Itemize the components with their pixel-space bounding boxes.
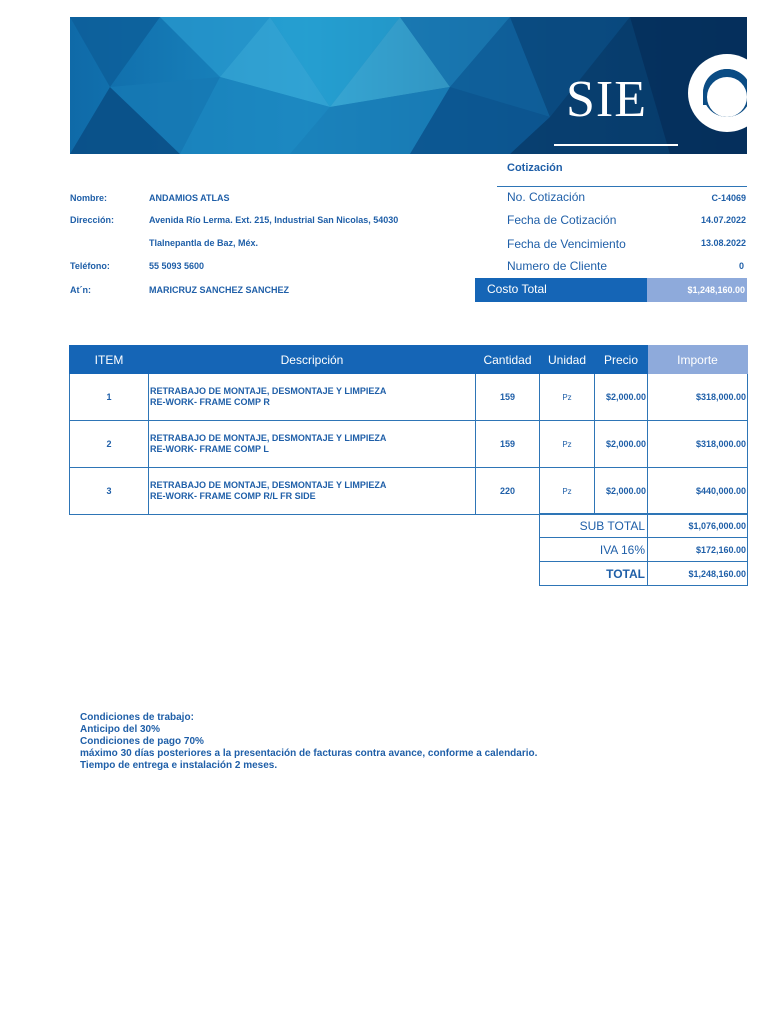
total-value: $1,248,160.00 xyxy=(648,562,748,586)
at-sign-logo-icon xyxy=(677,53,747,133)
conditions-line: Tiempo de entrega e instalación 2 meses. xyxy=(80,760,278,771)
conditions-line: Condiciones de pago 70% xyxy=(80,736,204,747)
quote-title: Cotización xyxy=(507,162,563,174)
cell-unit: Pz xyxy=(540,374,595,421)
col-header-item: ITEM xyxy=(70,346,149,374)
total-row xyxy=(540,562,748,586)
quote-date-label: Fecha de Cotización xyxy=(507,213,617,227)
col-header-price: Precio xyxy=(595,346,648,374)
client-address-line2: Tlalnepantla de Baz, Méx. xyxy=(149,238,259,248)
description-line1: RETRABAJO DE MONTAJE, DESMONTAJE Y LIMPIEZA xyxy=(150,433,387,443)
cell-unit: Pz xyxy=(540,421,595,468)
client-phone-value: 55 5093 5600 xyxy=(149,261,205,271)
work-conditions xyxy=(80,712,537,772)
client-attn-label: At´n: xyxy=(70,285,91,295)
cell-description xyxy=(149,468,476,515)
cell-price: $2,000.00 xyxy=(595,374,648,421)
quote-number-label: No. Cotización xyxy=(507,190,586,204)
description-line1: RETRABAJO DE MONTAJE, DESMONTAJE Y LIMPIEZA xyxy=(150,480,387,490)
iva-value: $172,160.00 xyxy=(648,538,748,562)
cell-amount: $440,000.00 xyxy=(648,468,748,515)
table-row xyxy=(70,421,748,468)
cell-quantity: 159 xyxy=(476,421,540,468)
cell-item: 1 xyxy=(70,374,149,421)
quote-client-number-label: Numero de Cliente xyxy=(507,259,608,273)
client-name-value: ANDAMIOS ATLAS xyxy=(149,193,230,203)
quote-total-cell xyxy=(647,278,747,302)
description-line2: RE-WORK- FRAME COMP R xyxy=(150,397,270,407)
client-attn-value: MARICRUZ SANCHEZ SANCHEZ xyxy=(149,285,289,295)
description-line2: RE-WORK- FRAME COMP L xyxy=(150,444,269,454)
cell-item: 3 xyxy=(70,468,149,515)
quote-expiry-label: Fecha de Vencimiento xyxy=(507,237,626,251)
description-line1: RETRABAJO DE MONTAJE, DESMONTAJE Y LIMPIEZA xyxy=(150,386,387,396)
total-label: TOTAL xyxy=(540,562,648,586)
col-header-unit: Unidad xyxy=(540,346,595,374)
quote-client-number-value: 0 xyxy=(738,261,744,271)
quote-number-value: C-14069 xyxy=(711,193,746,203)
cell-description xyxy=(149,421,476,468)
header-banner xyxy=(70,17,747,154)
col-header-description: Descripción xyxy=(149,346,476,374)
client-phone-label: Teléfono: xyxy=(70,261,110,271)
quote-total-label: Costo Total xyxy=(487,282,547,296)
quote-total-value: $1,248,160.00 xyxy=(687,285,745,295)
table-row xyxy=(70,468,748,515)
subtotal-value: $1,076,000.00 xyxy=(648,514,748,538)
subtotal-row xyxy=(540,514,748,538)
table-row xyxy=(70,374,748,421)
cell-unit: Pz xyxy=(540,468,595,515)
cell-price: $2,000.00 xyxy=(595,421,648,468)
quote-total-bar xyxy=(475,278,647,302)
cell-item: 2 xyxy=(70,421,149,468)
quote-date-value: 14.07.2022 xyxy=(700,215,746,225)
conditions-line: Condiciones de trabajo: xyxy=(80,712,194,723)
description-line2: RE-WORK- FRAME COMP R/L FR SIDE xyxy=(150,491,316,501)
client-address-label: Dirección: xyxy=(70,215,115,225)
quote-expiry-value: 13.08.2022 xyxy=(700,238,746,248)
quote-divider xyxy=(497,186,747,187)
brand-underline xyxy=(554,144,678,146)
col-header-amount: Importe xyxy=(648,346,748,374)
col-header-quantity: Cantidad xyxy=(476,346,540,374)
iva-label: IVA 16% xyxy=(540,538,648,562)
brand-name: SIE xyxy=(566,71,647,128)
client-address-line1: Avenida Río Lerma. Ext. 215, Industrial San Nicolas, 54030 xyxy=(149,215,399,225)
iva-row xyxy=(540,538,748,562)
subtotal-label: SUB TOTAL xyxy=(540,514,648,538)
totals-table xyxy=(539,513,748,586)
cell-description xyxy=(149,374,476,421)
cell-quantity: 159 xyxy=(476,374,540,421)
items-table xyxy=(69,345,748,515)
client-name-label: Nombre: xyxy=(70,193,108,203)
cell-amount: $318,000.00 xyxy=(648,421,748,468)
cell-quantity: 220 xyxy=(476,468,540,515)
items-header-row xyxy=(70,346,748,374)
cell-amount: $318,000.00 xyxy=(648,374,748,421)
cell-price: $2,000.00 xyxy=(595,468,648,515)
conditions-line: Anticipo del 30% xyxy=(80,724,161,735)
conditions-line: máximo 30 días posteriores a la presentación de facturas contra avance, conforme a calendario. xyxy=(80,748,538,759)
